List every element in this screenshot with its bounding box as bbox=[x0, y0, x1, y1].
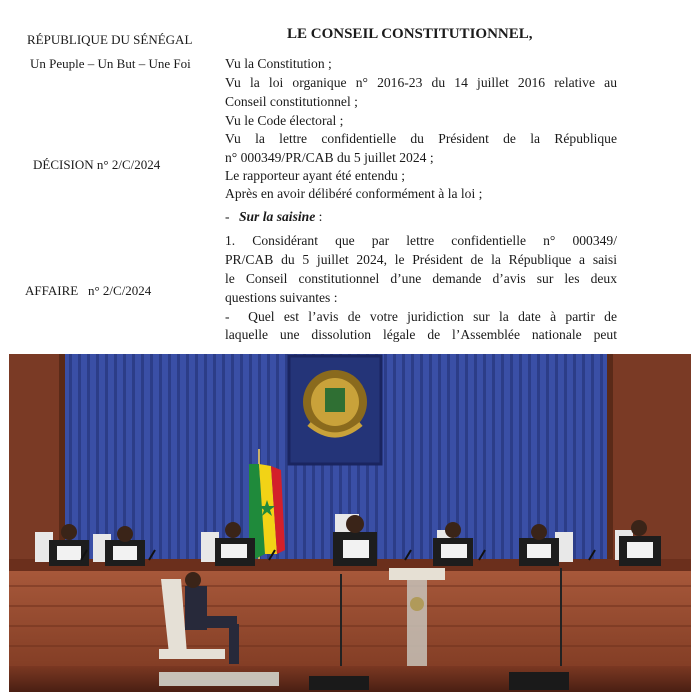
text-line: n° 000349/PR/CAB du 5 juillet 2024 ; bbox=[225, 150, 434, 165]
text-line: le Conseil constitutionnel d’une demande d’avis sur les deux bbox=[225, 271, 617, 286]
section-heading bbox=[225, 209, 322, 225]
section-dash: - bbox=[225, 209, 233, 224]
text-line: Vu la loi organique n° 2016-23 du 14 juillet 2016 relative au bbox=[225, 75, 617, 90]
text-line: Après en avoir délibéré conformément à la loi ; bbox=[225, 186, 483, 201]
text-line: Conseil constitutionnel ; bbox=[225, 94, 358, 109]
text-line: Vu la Constitution ; bbox=[225, 56, 332, 71]
document-margin bbox=[0, 0, 228, 352]
section-title: Sur la saisine bbox=[238, 209, 316, 224]
country-heading: RÉPUBLIQUE DU SÉNÉGAL bbox=[27, 32, 193, 47]
motto: Un Peuple – Un But – Une Foi bbox=[30, 56, 191, 71]
text-line: laquelle une dissolution légale de l’Assemblée nationale peut bbox=[225, 327, 617, 342]
decision-number: DÉCISION n° 2/C/2024 bbox=[33, 157, 161, 172]
document-title: LE CONSEIL CONSTITUTIONNEL, bbox=[287, 26, 533, 42]
text-line: - Quel est l’avis de votre juridiction sur la date à partir de bbox=[225, 309, 617, 324]
section-colon: : bbox=[315, 209, 323, 224]
text-line: Le rapporteur ayant été entendu ; bbox=[225, 168, 406, 183]
affaire-number: AFFAIRE n° 2/C/2024 bbox=[25, 283, 152, 298]
text-line: Vu la lettre confidentielle du Président de la République bbox=[225, 131, 617, 146]
text-line: Vu le Code électoral ; bbox=[225, 113, 344, 128]
text-line: PR/CAB du 5 juillet 2024, le Président de la République a saisi bbox=[225, 252, 617, 267]
text-line: questions suivantes : bbox=[225, 290, 338, 305]
courtroom-photo bbox=[9, 354, 691, 692]
text-line: 1. Considérant que par lettre confidentielle n° 000349/ bbox=[225, 233, 617, 248]
courtroom-illustration bbox=[9, 354, 691, 692]
